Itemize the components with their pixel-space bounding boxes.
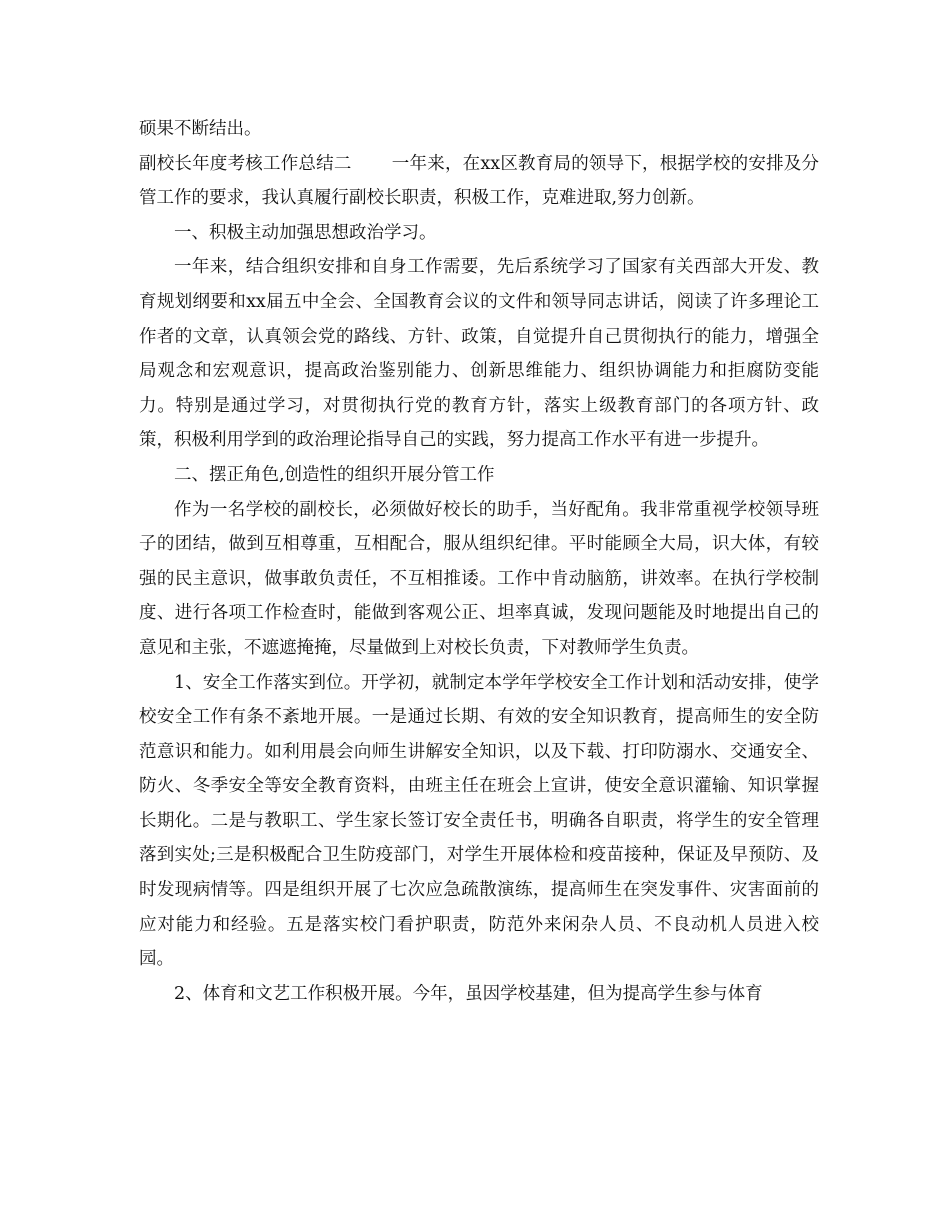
intro-text: 一年来，在xx区教育局的领导下，根据学校的安排及分管工作的要求，我认真履行副校长职责，积极工作，克难进取,努力创新。 — [139, 153, 819, 209]
paragraph-closing-line: 硕果不断结出。 — [139, 119, 262, 139]
section-title: 副校长年度考核工作总结二 — [139, 153, 352, 174]
document-body — [139, 112, 819, 1011]
paragraph-intro — [139, 147, 819, 216]
paragraph-role: 作为一名学校的副校长，必须做好校长的助手，当好配角。我非常重视学校领导班子的团结，做到互相尊重，互相配合，服从组织纪律。平时能顾全大局，识大体，有较强的民主意识，做事敢负责任，不互相推诿。工作中肯动脑筋，讲效率。在执行学校制度、进行各项工作检查时，能做到客观公正、坦率真诚，发现问题能及时地提出自己的意见和主张，不遮遮掩掩，尽量做到上对校长负责，下对教师学生负责。 — [139, 499, 819, 658]
heading-two: 二、摆正角色,创造性的组织开展分管工作 — [174, 464, 495, 485]
paragraph-sports: 2、体育和文艺工作积极开展。今年，虽因学校基建，但为提高学生参与体育 — [174, 983, 763, 1004]
paragraph-safety: 1、安全工作落实到位。开学初，就制定本学年学校安全工作计划和活动安排，使学校安全工作有条不紊地开展。一是通过长期、有效的安全知识教育，提高师生的安全防范意识和能力。如利用晨会向师生讲解安全知识，以及下载、打印防溺水、交通安全、防火、冬季安全等安全教育资料，由班主任在班会上宣讲，使安全意识灌输、知识掌握长期化。二是与教职工、学生家长签订安全责任书，明确各自职责，将学生的安全管理落到实处;三是积极配合卫生防疫部门，对学生开展体检和疫苗接种，保证及早预防、及时发现病情等。四是组织开展了七次应急疏散演练，提高师生在突发事件、灾害面前的应对能力和经验。五是落实校门看护职责，防范外来闲杂人员、不良动机人员进入校园。 — [139, 672, 819, 970]
heading-one: 一、积极主动加强思想政治学习。 — [174, 222, 437, 243]
paragraph-study: 一年来，结合组织安排和自身工作需要，先后系统学习了国家有关西部大开发、教育规划纲要和xx届五中全会、全国教育会议的文件和领导同志讲话，阅读了许多理论工作者的文章，认真领会党的路线、方针、政策，自觉提升自己贯彻执行的能力，增强全局观念和宏观意识，提高政治鉴别能力、创新思维能力、组织协调能力和拒腐防变能力。特别是通过学习，对贯彻执行党的教育方针，落实上级教育部门的各项方针、政策，积极利用学到的政治理论指导自己的实践，努力提高工作水平有进一步提升。 — [139, 257, 819, 451]
